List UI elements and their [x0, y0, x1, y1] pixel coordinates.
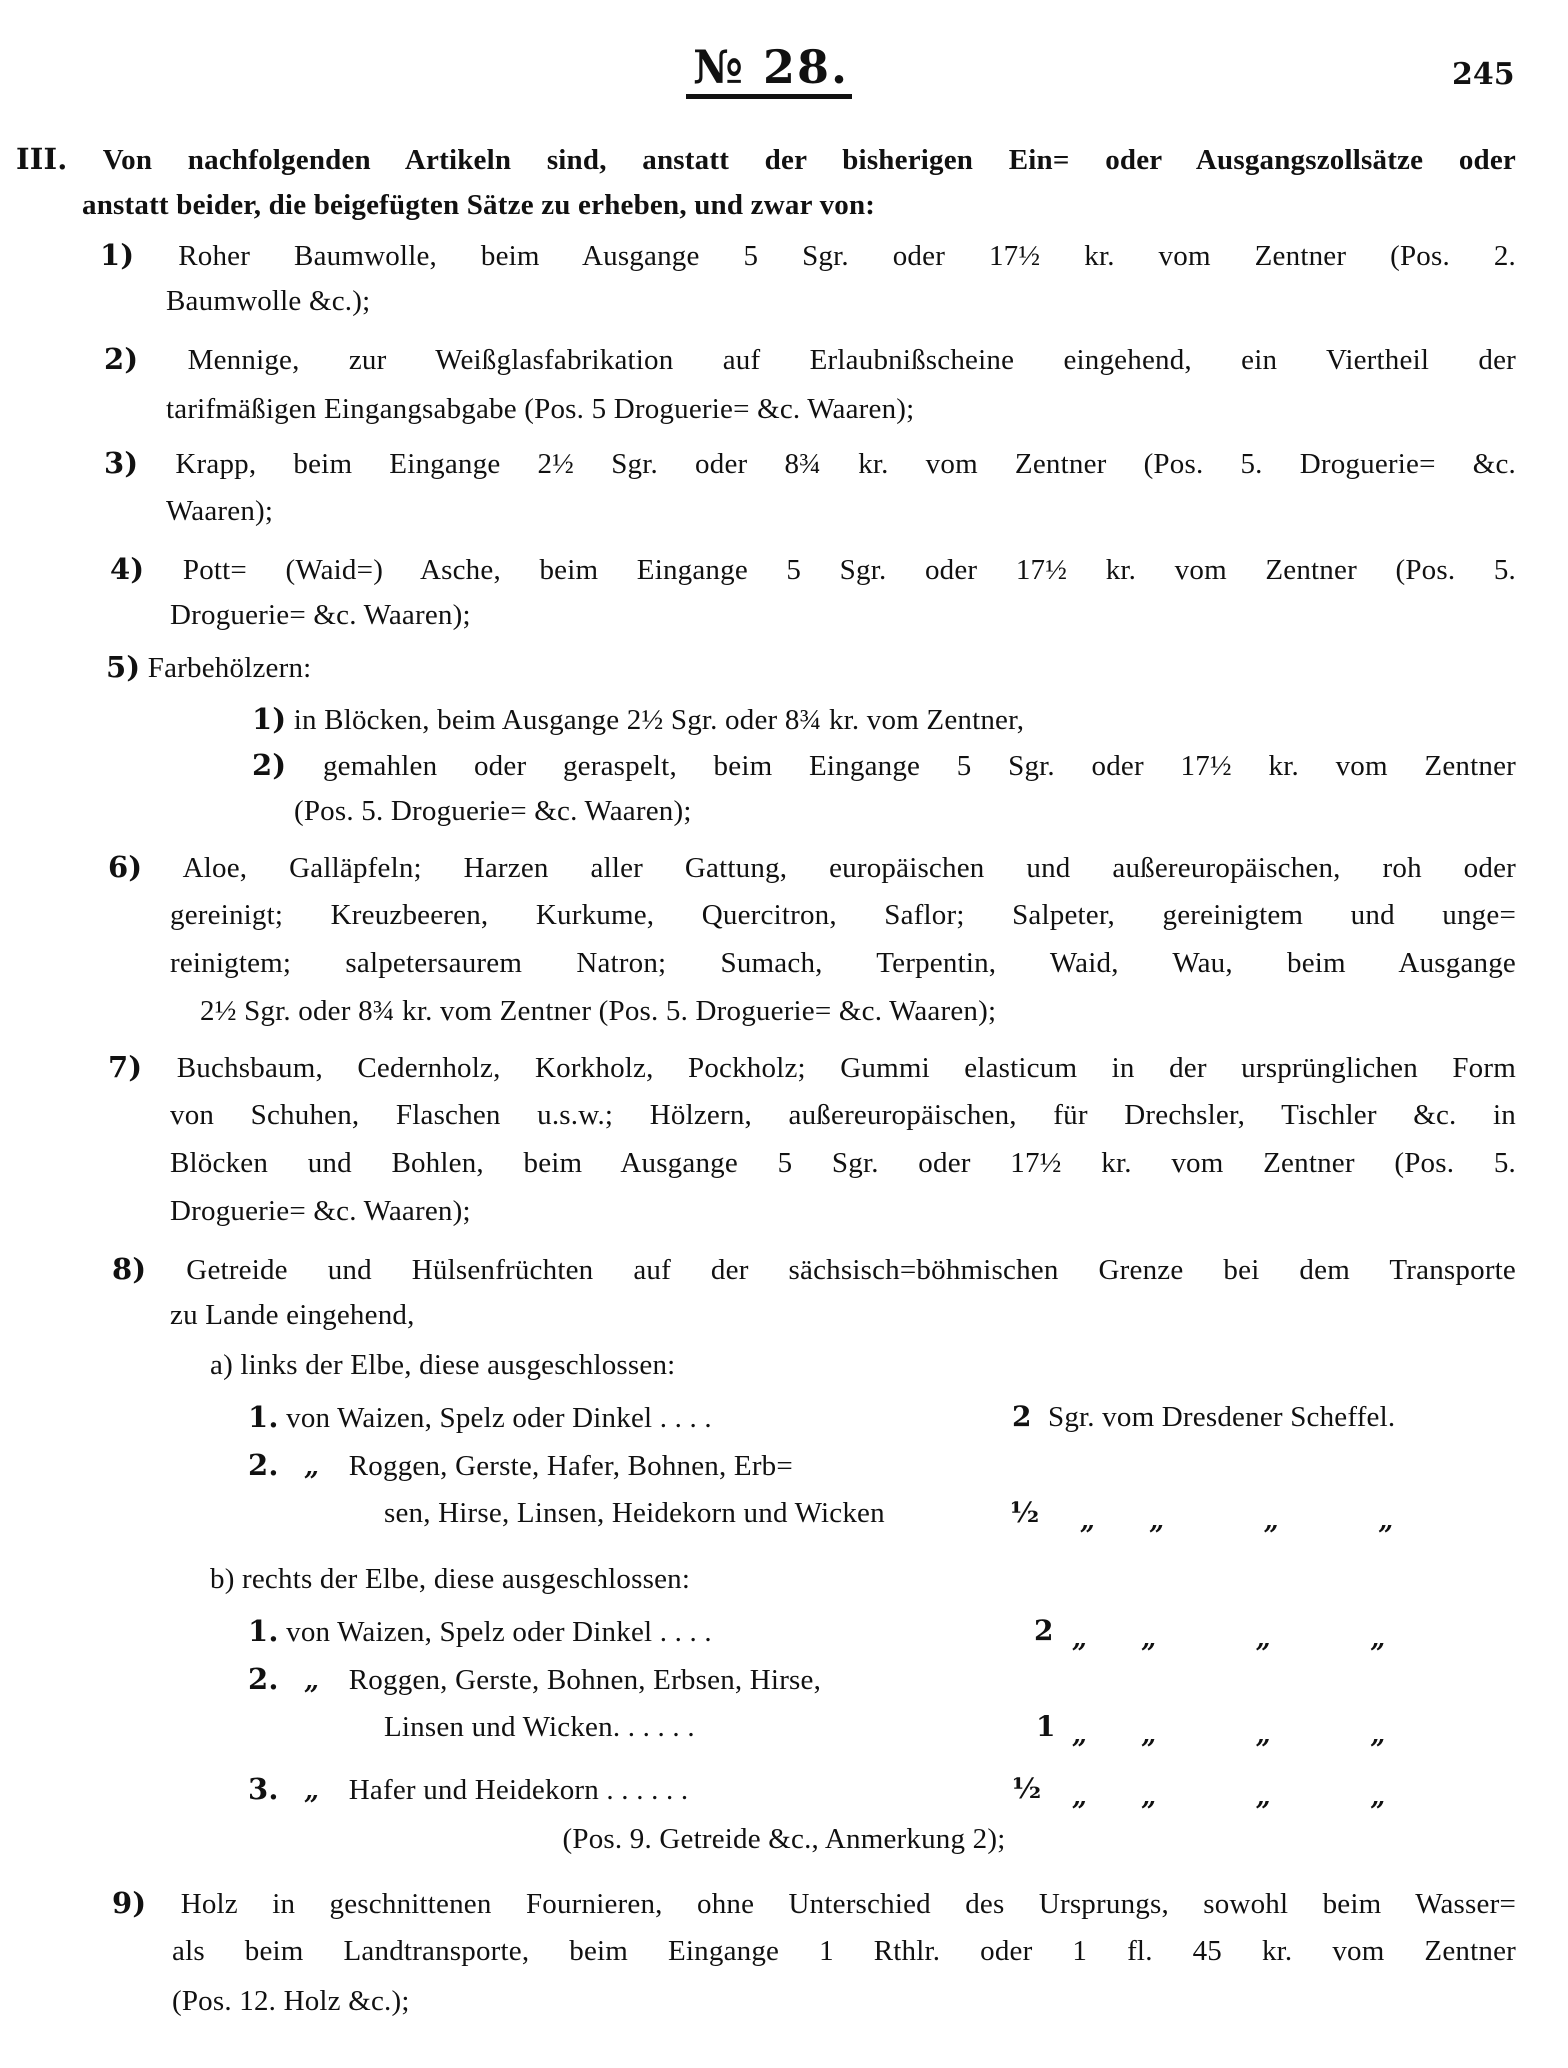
row-text: von Waizen, Spelz oder Dinkel . . . . — [286, 1402, 712, 1434]
item-5-heading: Farbehölzern: — [147, 652, 312, 684]
item-8-reference: (Pos. 9. Getreide &c., Anmerkung 2); — [562, 1823, 1006, 1855]
item-8-a-row-3-ditto: „ „ „ „ — [1080, 1506, 1394, 1536]
item-8-text-1: Getreide und Hülsenfrüchten auf der sächsisch=böhmischen Grenze bei dem Transporte — [186, 1254, 1517, 1286]
item-8-b-row-1-rate: 2 — [1034, 1614, 1054, 1647]
item-5-marker: 5) — [106, 650, 141, 684]
item-2-line-2: tarifmäßigen Eingangsabgabe (Pos. 5 Droguerie= &c. Waaren); — [166, 393, 915, 425]
item-8-b-heading: b) rechts der Elbe, diese ausgeschlossen: — [210, 1563, 691, 1595]
item-9-marker: 9) — [112, 1886, 147, 1920]
item-4-text-1: Pott= (Waid=) Asche, beim Eingange 5 Sgr. oder 17½ kr. vom Zentner (Pos. 5. — [182, 554, 1516, 586]
item-6-text-1: Aloe, Galläpfeln; Harzen aller Gattung, europäischen und außereuropäischen, roh oder — [182, 852, 1516, 884]
item-2-line-1 — [104, 340, 1516, 379]
section-marker: III. — [16, 142, 68, 176]
page-number: 245 — [1452, 57, 1515, 92]
row-text: von Waizen, Spelz oder Dinkel . . . . — [286, 1616, 712, 1648]
item-8-b-row-4 — [248, 1770, 688, 1810]
item-3-line-2: Waaren); — [166, 495, 274, 527]
item-3-line-1 — [104, 444, 1516, 483]
item-5-line-1 — [106, 648, 311, 687]
item-8-a-heading: a) links der Elbe, diese ausgeschlossen: — [210, 1349, 676, 1381]
item-5-sub-1-marker: 1) — [252, 702, 287, 736]
row-text: Roggen, Gerste, Bohnen, Erbsen, Hirse, — [348, 1664, 822, 1696]
item-8-a-row-1-rate: 2 — [1012, 1400, 1032, 1433]
item-4-line-2: Droguerie= &c. Waaren); — [170, 599, 471, 631]
ditto-mark: „ — [304, 1666, 320, 1696]
item-5-sub-2-text-1: gemahlen oder geraspelt, beim Eingange 5 Sgr. oder 17½ kr. vom Zentner — [322, 750, 1516, 782]
section-intro-line-1 — [16, 140, 1516, 179]
item-8-marker: 8) — [112, 1252, 147, 1286]
item-6-line-1 — [108, 848, 1516, 887]
item-1-line-1 — [100, 236, 1516, 275]
item-9-line-1 — [112, 1884, 1516, 1923]
item-2-text-1: Mennige, zur Weißglasfabrikation auf Erlaubnißscheine eingehend, ein Viertheil der — [187, 344, 1516, 376]
item-1-marker: 1) — [100, 238, 135, 272]
item-8-line-1 — [112, 1250, 1516, 1289]
item-1-line-2: Baumwolle &c.); — [166, 285, 371, 317]
item-7-text-1: Buchsbaum, Cedernholz, Korkholz, Pockholz; Gummi elasticum in der ursprünglichen Form — [176, 1052, 1516, 1084]
item-8-line-2: zu Lande eingehend, — [170, 1299, 415, 1331]
item-2-marker: 2) — [104, 342, 139, 376]
item-8-a-row-1-unit: Sgr. vom Dresdener Scheffel. — [1048, 1401, 1396, 1433]
item-5-sub-1-text: in Blöcken, beim Ausgange 2½ Sgr. oder 8¾ kr. vom Zentner, — [293, 704, 1025, 736]
item-8-b-row-3: Linsen und Wicken. . . . . . — [384, 1711, 695, 1743]
issue-number: № 28. — [692, 40, 850, 94]
item-5-sub-2-marker: 2) — [252, 748, 287, 782]
row-text: Hafer und Heidekorn . . . . . . — [348, 1774, 689, 1806]
row-number: 3. — [248, 1772, 279, 1806]
item-9-text-1: Holz in geschnittenen Fournieren, ohne Unterschied des Ursprungs, sowohl beim Wasser= — [180, 1888, 1517, 1920]
item-8-a-row-1 — [248, 1398, 712, 1437]
item-8-b-row-4-ditto: „ „ „ „ — [1072, 1782, 1386, 1812]
item-4-marker: 4) — [110, 552, 145, 586]
item-6-line-2: gereinigt; Kreuzbeeren, Kurkume, Quercitron, Saflor; Salpeter, gereinigtem und unge= — [170, 899, 1516, 931]
row-text: Roggen, Gerste, Hafer, Bohnen, Erb= — [348, 1450, 793, 1482]
item-5-sub-2-line-1 — [252, 746, 1516, 785]
item-8-b-row-4-rate: ½ — [1012, 1772, 1042, 1805]
row-number: 1. — [248, 1400, 279, 1434]
item-6-marker: 6) — [108, 850, 143, 884]
item-3-marker: 3) — [104, 446, 139, 480]
section-intro-text-1: Von nachfolgenden Artikeln sind, anstatt der bisherigen Ein= oder Ausgangszollsätze oder — [102, 144, 1516, 176]
item-7-line-2: von Schuhen, Flaschen u.s.w.; Hölzern, außereuropäischen, für Drechsler, Tischler &c. in — [170, 1099, 1516, 1131]
item-7-line-1 — [108, 1048, 1516, 1087]
item-8-a-row-3-rate: ½ — [1010, 1496, 1040, 1529]
item-8-b-row-1-ditto: „ „ „ „ — [1072, 1624, 1386, 1654]
item-8-b-row-3-ditto: „ „ „ „ — [1072, 1720, 1386, 1750]
section-intro-line-2: anstatt beider, die beigefügten Sätze zu erheben, und zwar von: — [82, 189, 876, 221]
item-4-line-1 — [110, 550, 1516, 589]
item-6-line-4: 2½ Sgr. oder 8¾ kr. vom Zentner (Pos. 5. Droguerie= &c. Waaren); — [200, 995, 997, 1027]
item-7-marker: 7) — [108, 1050, 143, 1084]
item-7-line-4: Droguerie= &c. Waaren); — [170, 1195, 471, 1227]
item-5-sub-1 — [252, 700, 1024, 739]
item-8-b-row-2 — [248, 1660, 821, 1700]
ditto-mark: „ — [304, 1452, 320, 1482]
item-8-b-row-3-rate: 1 — [1036, 1710, 1056, 1743]
item-1-text-1: Roher Baumwolle, beim Ausgange 5 Sgr. oder 17½ kr. vom Zentner (Pos. 2. — [178, 240, 1517, 272]
row-number: 2. — [248, 1448, 279, 1482]
item-5-sub-2-line-2: (Pos. 5. Droguerie= &c. Waaren); — [294, 795, 692, 827]
item-9-line-3: (Pos. 12. Holz &c.); — [172, 1985, 410, 2017]
ditto-mark: „ — [304, 1776, 320, 1806]
item-7-line-3: Blöcken und Bohlen, beim Ausgange 5 Sgr. oder 17½ kr. vom Zentner (Pos. 5. — [170, 1147, 1516, 1179]
item-3-text-1: Krapp, beim Eingange 2½ Sgr. oder 8¾ kr. vom Zentner (Pos. 5. Droguerie= &c. — [175, 448, 1516, 480]
item-8-b-row-1 — [248, 1612, 712, 1651]
item-8-a-row-3: sen, Hirse, Linsen, Heidekorn und Wicken — [384, 1497, 885, 1529]
item-8-a-row-2 — [248, 1446, 793, 1486]
item-9-line-2: als beim Landtransporte, beim Eingange 1 Rthlr. oder 1 fl. 45 kr. vom Zentner — [172, 1935, 1516, 1967]
row-number: 2. — [248, 1662, 279, 1696]
row-number: 1. — [248, 1614, 279, 1648]
item-6-line-3: reinigtem; salpetersaurem Natron; Sumach, Terpentin, Waid, Wau, beim Ausgange — [170, 947, 1516, 979]
header-underline — [686, 94, 852, 99]
